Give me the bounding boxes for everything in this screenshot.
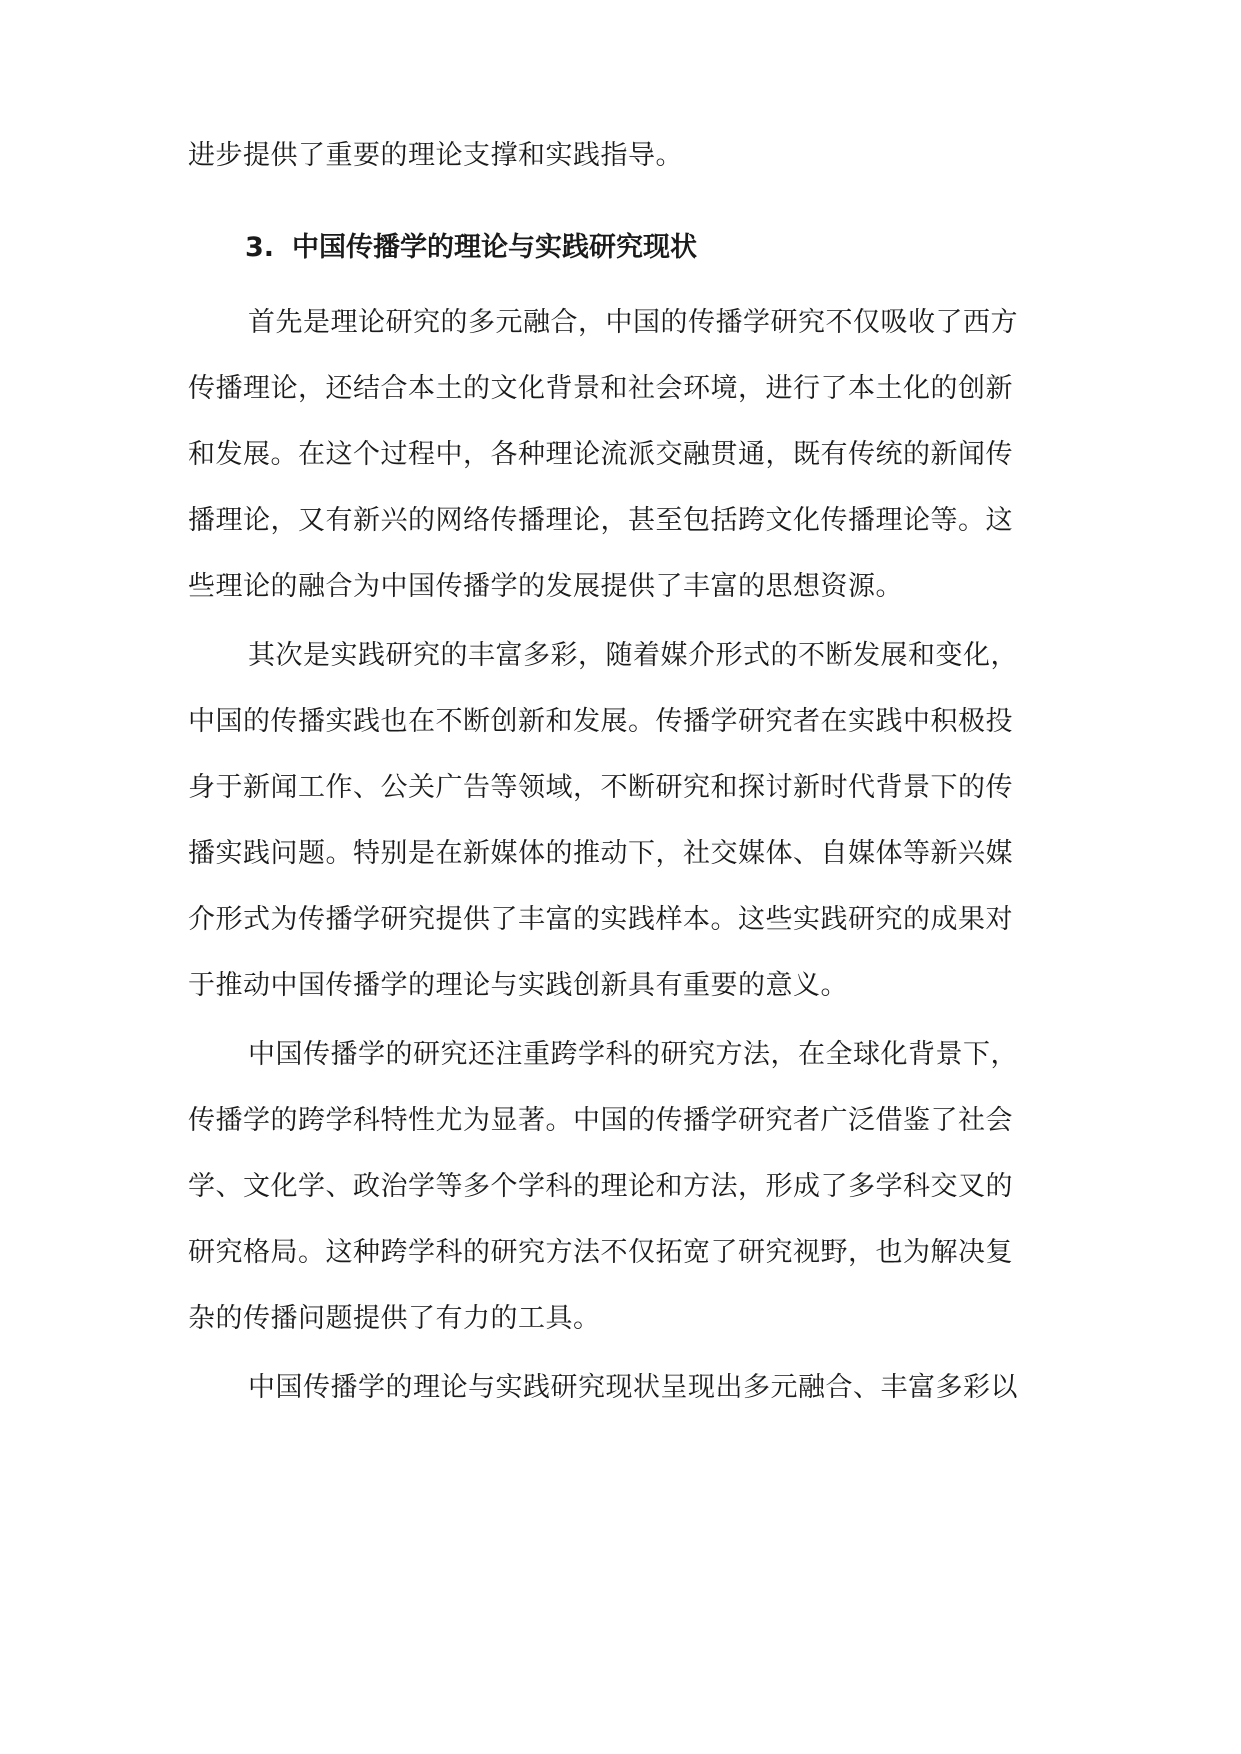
text-line: 和发展。在这个过程中，各种理论流派交融贯通，既有传统的新闻传 (188, 439, 1013, 470)
text-line: 传播理论，还结合本土的文化背景和社会环境，进行了本土化的创新 (188, 373, 1013, 404)
section-heading (245, 230, 697, 266)
text-line: 中国的传播实践也在不断创新和发展。传播学研究者在实践中积极投 (188, 706, 1013, 737)
text-line: 研究格局。这种跨学科的研究方法不仅拓宽了研究视野，也为解决复 (188, 1237, 1013, 1268)
text-line: 身于新闻工作、公关广告等领域，不断研究和探讨新时代背景下的传 (188, 772, 1013, 803)
text-line: 学、文化学、政治学等多个学科的理论和方法，形成了多学科交叉的 (188, 1171, 1013, 1202)
text-line: 进步提供了重要的理论支撑和实践指导。 (188, 140, 683, 171)
section-title: 中国传播学的理论与实践研究现状 (292, 232, 698, 263)
text-line: 杂的传播问题提供了有力的工具。 (188, 1303, 601, 1334)
section-number: 3. (245, 232, 275, 263)
text-line: 播实践问题。特别是在新媒体的推动下，社交媒体、自媒体等新兴媒 (188, 838, 1013, 869)
text-line: 介形式为传播学研究提供了丰富的实践样本。这些实践研究的成果对 (188, 904, 1013, 935)
text-line: 于推动中国传播学的理论与实践创新具有重要的意义。 (188, 970, 848, 1001)
text-line: 播理论，又有新兴的网络传播理论，甚至包括跨文化传播理论等。这 (188, 505, 1013, 536)
text-line: 中国传播学的理论与实践研究现状呈现出多元融合、丰富多彩以 (248, 1372, 1018, 1403)
text-line: 传播学的跨学科特性尤为显著。中国的传播学研究者广泛借鉴了社会 (188, 1105, 1013, 1136)
text-line: 些理论的融合为中国传播学的发展提供了丰富的思想资源。 (188, 571, 903, 602)
text-line: 中国传播学的研究还注重跨学科的研究方法，在全球化背景下， (248, 1039, 1018, 1070)
text-line: 首先是理论研究的多元融合，中国的传播学研究不仅吸收了西方 (248, 307, 1018, 338)
text-line: 其次是实践研究的丰富多彩，随着媒介形式的不断发展和变化， (248, 640, 1018, 671)
